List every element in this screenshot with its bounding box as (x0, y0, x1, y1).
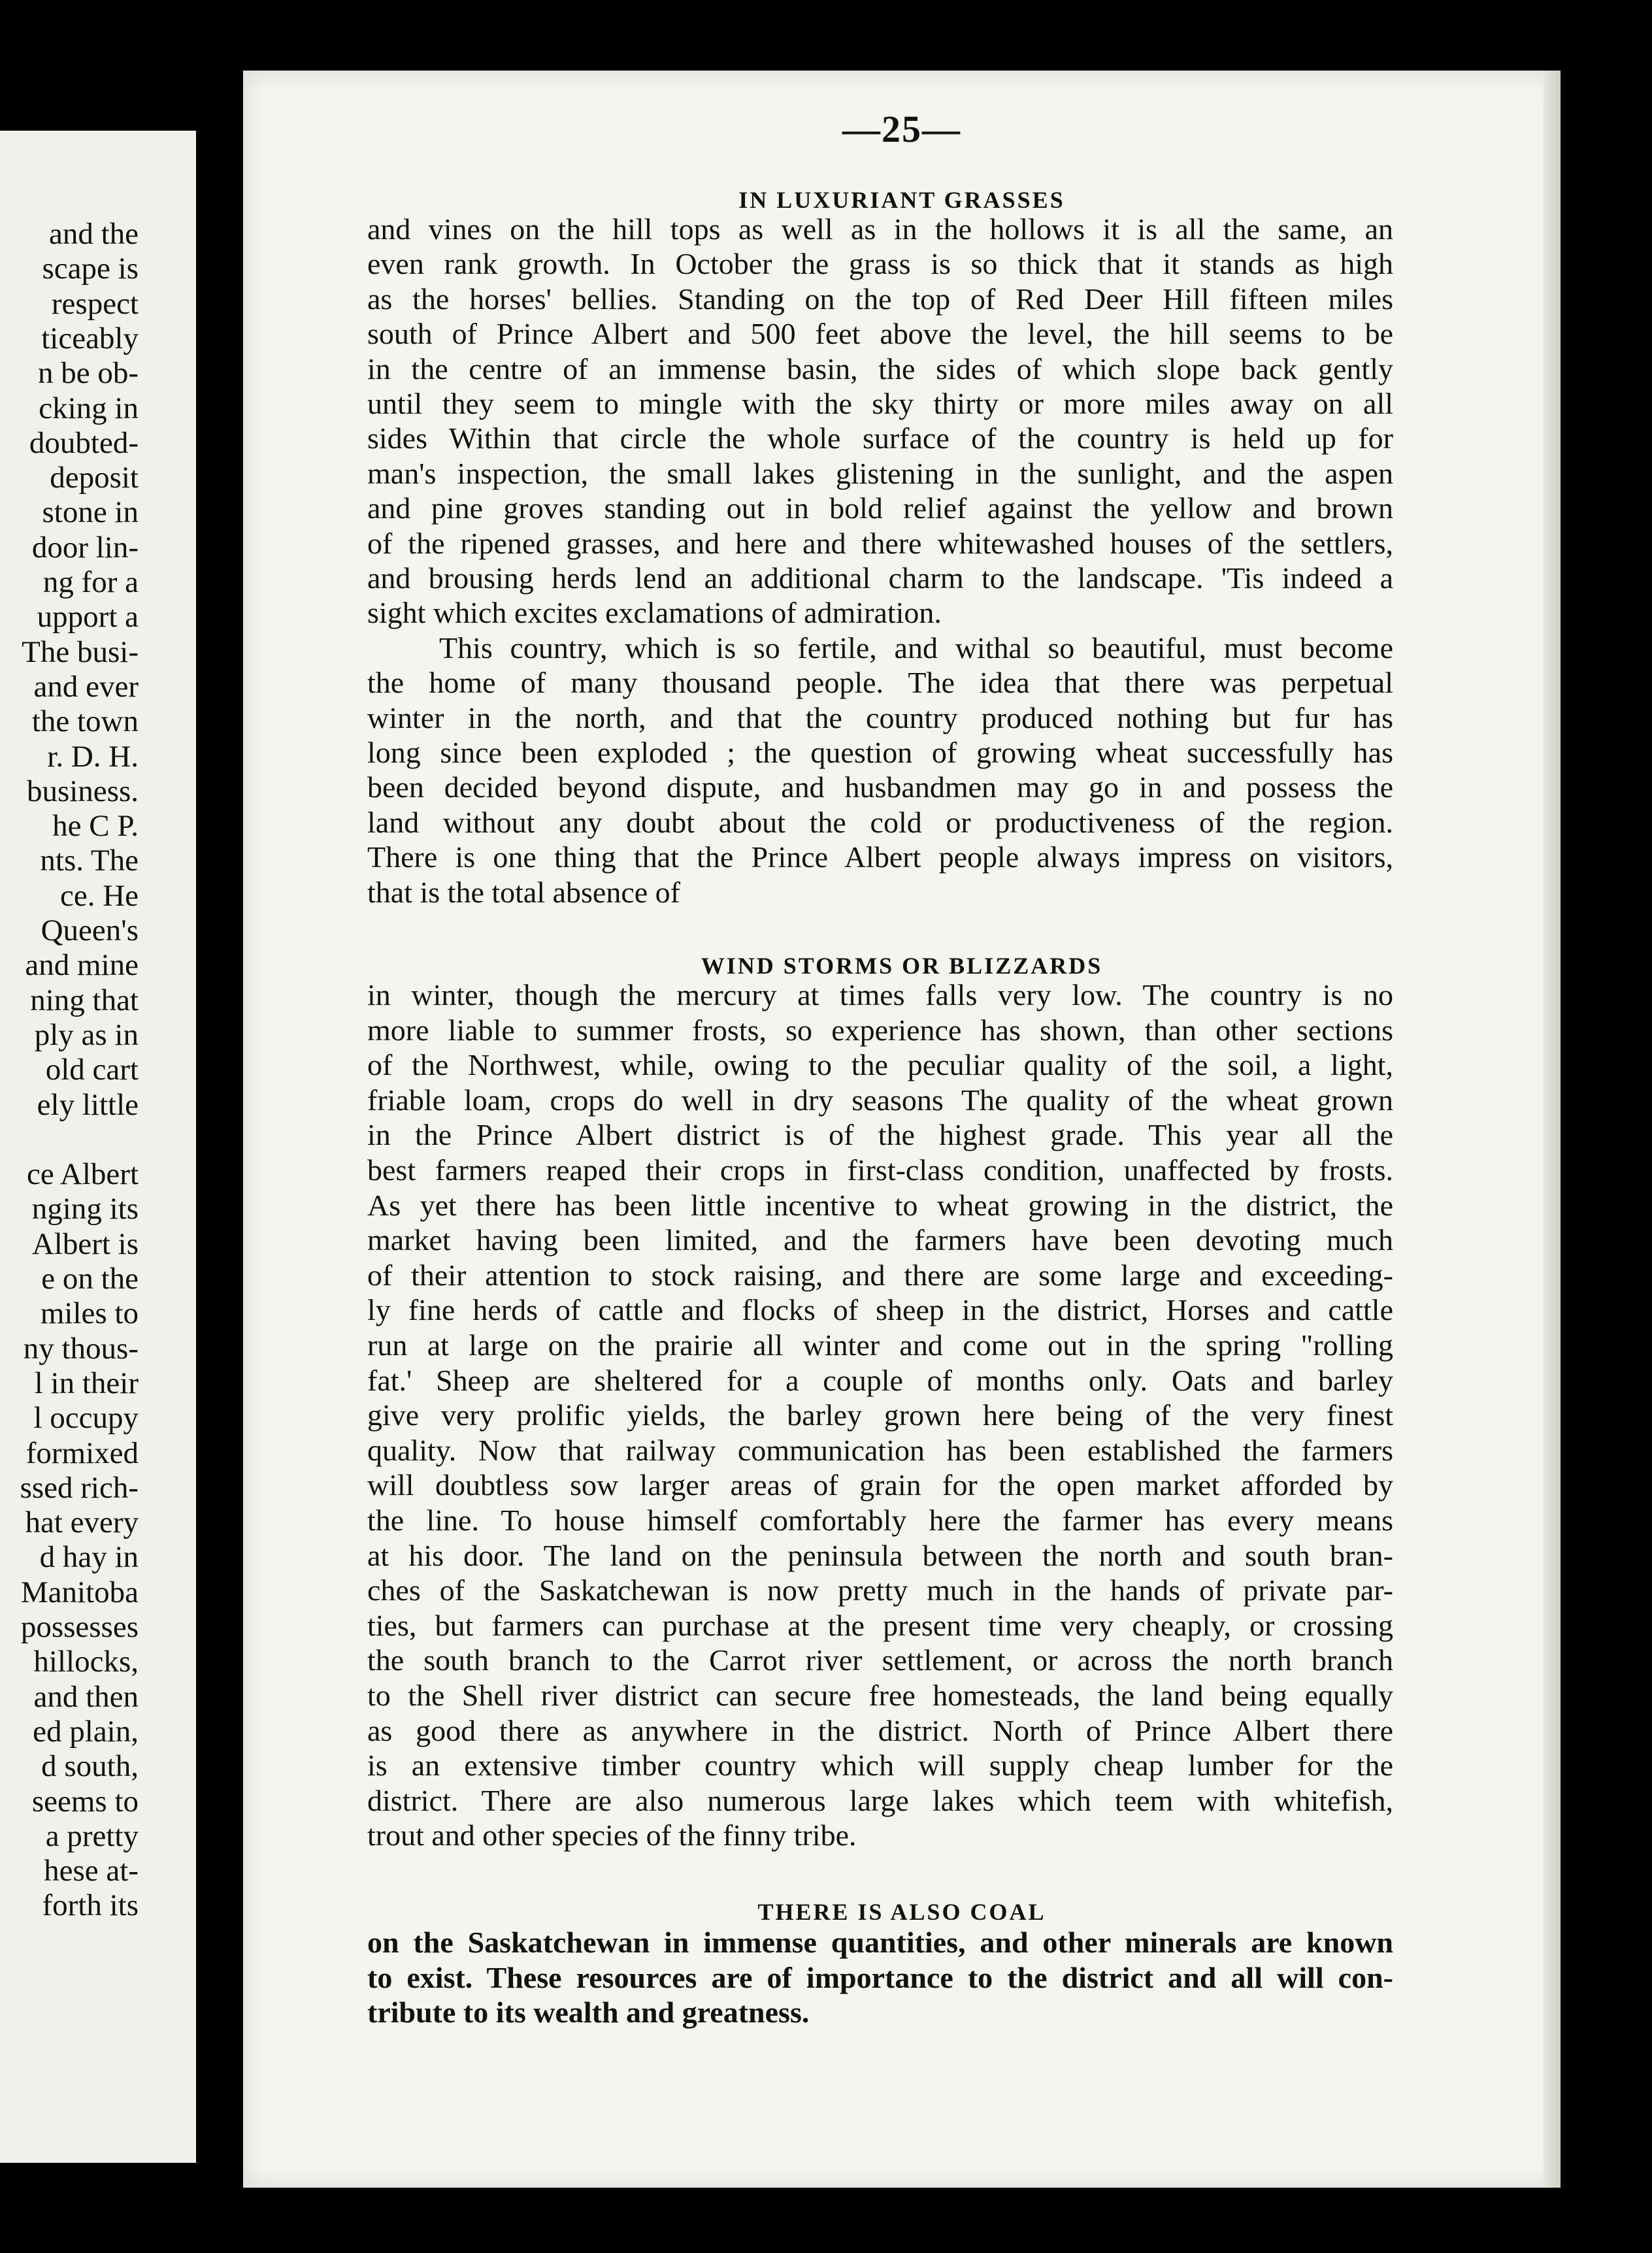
left-page-line: l in their (34, 1366, 139, 1400)
left-page-line: n be ob- (37, 356, 139, 391)
left-page-line: hese at- (44, 1854, 139, 1888)
left-page-line: e on the (41, 1262, 139, 1296)
main-page (243, 71, 1561, 2188)
text-line: friable loam, crops do well in dry seasons The quality of the wheat grown (367, 1083, 1393, 1117)
text-line: As yet there has been little incentive to wheat growing in the district, the (367, 1188, 1393, 1222)
left-page-line: l occupy (33, 1401, 139, 1436)
text-line: winter in the north, and that the country produced nothing but fur has (367, 700, 1393, 734)
text-line: to exist. These resources are of importance to the district and all will con- (367, 1960, 1393, 1994)
left-page-line: ply as in (34, 1017, 139, 1052)
text-line: market having been limited, and the farmers have been devoting much (367, 1223, 1393, 1257)
text-line: ches of the Saskatchewan is now pretty much in the hands of private par- (367, 1573, 1393, 1607)
left-page-line: miles to (40, 1296, 139, 1331)
text-line: and brousing herds lend an additional charm to the landscape. 'Tis indeed a (367, 561, 1393, 595)
left-page-line: ny thous- (23, 1331, 139, 1366)
left-page-line: ce Albert (27, 1157, 139, 1192)
left-page-line: hillocks, (33, 1645, 139, 1679)
left-page-line: stone in (42, 495, 139, 530)
left-page-line: nging its (31, 1192, 139, 1226)
left-page-line: doubted- (29, 425, 139, 460)
text-line: of the ripened grasses, and here and there whitewashed houses of the settlers, (367, 526, 1393, 560)
left-page-line: hat every (25, 1505, 139, 1540)
left-page-line: and then (33, 1679, 139, 1714)
text-line: in the centre of an immense basin, the sides of which slope back gently (367, 352, 1393, 386)
left-page-line: door lin- (31, 530, 139, 565)
left-page-line: The busi- (22, 634, 139, 669)
text-line: ly fine herds of cattle and flocks of sheep in the district, Horses and cattle (367, 1293, 1393, 1327)
text-line: at his door. The land on the peninsula between the north and south bran- (367, 1538, 1393, 1572)
left-page-line: he C P. (52, 809, 139, 844)
left-page-line: forth its (42, 1888, 139, 1923)
text-line: sight which excites exclamations of admiration. (367, 596, 942, 630)
page-number: —25— (842, 108, 961, 150)
text-line: This country, which is so fertile, and withal so beautiful, must become (439, 631, 1393, 665)
text-line: as good there as anywhere in the district. North of Prince Albert there (367, 1713, 1393, 1747)
text-line: long since been exploded ; the question of growing wheat successfully has (367, 736, 1393, 769)
text-line: south of Prince Albert and 500 feet above the level, the hill seems to be (367, 317, 1393, 351)
text-line: There is one thing that the Prince Albert people always impress on visitors, (367, 840, 1393, 874)
text-line: run at large on the prairie all winter and come out in the spring "rolling (367, 1328, 1393, 1362)
text-line: quality. Now that railway communication has been established the farmers (367, 1433, 1393, 1467)
section-heading: THERE IS ALSO COAL (757, 1899, 1046, 1925)
text-line: tribute to its wealth and greatness. (367, 1996, 810, 2029)
text-line: sides Within that circle the whole surface of the country is held up for (367, 421, 1393, 455)
text-line: will doubtless sow larger areas of grain for the open market afforded by (367, 1468, 1393, 1502)
left-page-line: ng for a (42, 565, 139, 599)
left-page-line: upport a (37, 600, 139, 634)
left-page-line: scape is (42, 252, 139, 286)
left-page-line: the town (31, 704, 139, 739)
left-page-line: d south, (41, 1749, 139, 1784)
left-page-line: a pretty (45, 1818, 139, 1853)
text-line: man's inspection, the small lakes glistening in the sunlight, and the aspen (367, 456, 1393, 490)
left-page-line: business. (26, 774, 139, 808)
left-page-line: nts. The (40, 844, 139, 878)
text-line: in winter, though the mercury at times falls very low. The country is no (367, 978, 1393, 1011)
left-page-fragment (0, 131, 196, 2163)
left-page-line: cking in (39, 391, 139, 425)
text-line: in the Prince Albert district is of the highest grade. This year all the (367, 1118, 1393, 1152)
left-page-line: Albert is (31, 1226, 139, 1261)
page-edge (1544, 71, 1561, 2188)
left-page-line: and the (48, 217, 139, 251)
text-line: fat.' Sheep are sheltered for a couple of months only. Oats and barley (367, 1363, 1393, 1397)
text-line: is an extensive timber country which will supply cheap lumber for the (367, 1749, 1393, 1783)
text-line: the south branch to the Carrot river settlement, or across the north branch (367, 1643, 1393, 1677)
left-page-line: and ever (33, 669, 139, 704)
text-line: more liable to summer frosts, so experience has shown, than other sections (367, 1013, 1393, 1047)
left-page-line: ning that (30, 983, 139, 1017)
text-line: that is the total absence of (367, 875, 681, 909)
text-line: on the Saskatchewan in immense quantities, and other minerals are known (367, 1926, 1393, 1959)
section-heading: IN LUXURIANT GRASSES (738, 187, 1065, 213)
text-line: and pine groves standing out in bold relief against the yellow and brown (367, 491, 1393, 525)
left-page-line: old cart (45, 1053, 139, 1087)
left-page-line: respect (51, 286, 139, 321)
text-line: been decided beyond dispute, and husbandmen may go in and possess the (367, 770, 1393, 804)
left-page-line: d hay in (39, 1540, 139, 1575)
left-page-line: ce. He (59, 878, 139, 913)
text-line: to the Shell river district can secure free homesteads, the land being equally (367, 1679, 1393, 1712)
text-line: of the Northwest, while, owing to the peculiar quality of the soil, a light, (367, 1048, 1393, 1082)
section-heading: WIND STORMS OR BLIZZARDS (701, 953, 1103, 979)
left-page-line: Manitoba (20, 1575, 139, 1609)
left-page-line: ticeably (41, 321, 139, 355)
left-page-line: r. D. H. (47, 739, 139, 774)
left-page-line: Queen's (41, 913, 139, 947)
left-page-line: ed plain, (33, 1714, 139, 1749)
left-page-line: seems to (31, 1784, 139, 1818)
text-line: land without any doubt about the cold or productiveness of the region. (367, 805, 1393, 839)
left-page-line: ssed rich- (20, 1470, 139, 1505)
text-line: give very prolific yields, the barley grown here being of the very finest (367, 1398, 1393, 1432)
left-page-line: formixed (25, 1436, 139, 1470)
left-page-line: deposit (50, 461, 139, 495)
left-page-line: ely little (37, 1087, 139, 1122)
text-line: trout and other species of the finny tribe. (367, 1818, 857, 1852)
left-page-line: possesses (20, 1610, 139, 1644)
text-line: district. There are also numerous large lakes which teem with whitefish, (367, 1783, 1393, 1817)
left-page-line: and mine (25, 948, 139, 983)
text-line: until they seem to mingle with the sky thirty or more miles away on all (367, 387, 1393, 420)
text-line: best farmers reaped their crops in first-class condition, unaffected by frosts. (367, 1153, 1393, 1187)
text-line: ties, but farmers can purchase at the present time very cheaply, or crossing (367, 1608, 1393, 1642)
text-line: of their attention to stock raising, and there are some large and exceeding- (367, 1258, 1393, 1292)
text-line: the line. To house himself comfortably here the farmer has every means (367, 1504, 1393, 1537)
text-line: the home of many thousand people. The idea that there was perpetual (367, 666, 1393, 700)
text-line: even rank growth. In October the grass is so thick that it stands as high (367, 247, 1393, 281)
text-line: and vines on the hill tops as well as in the hollows it is all the same, an (367, 212, 1393, 246)
text-line: as the horses' bellies. Standing on the top of Red Deer Hill fifteen miles (367, 282, 1393, 316)
